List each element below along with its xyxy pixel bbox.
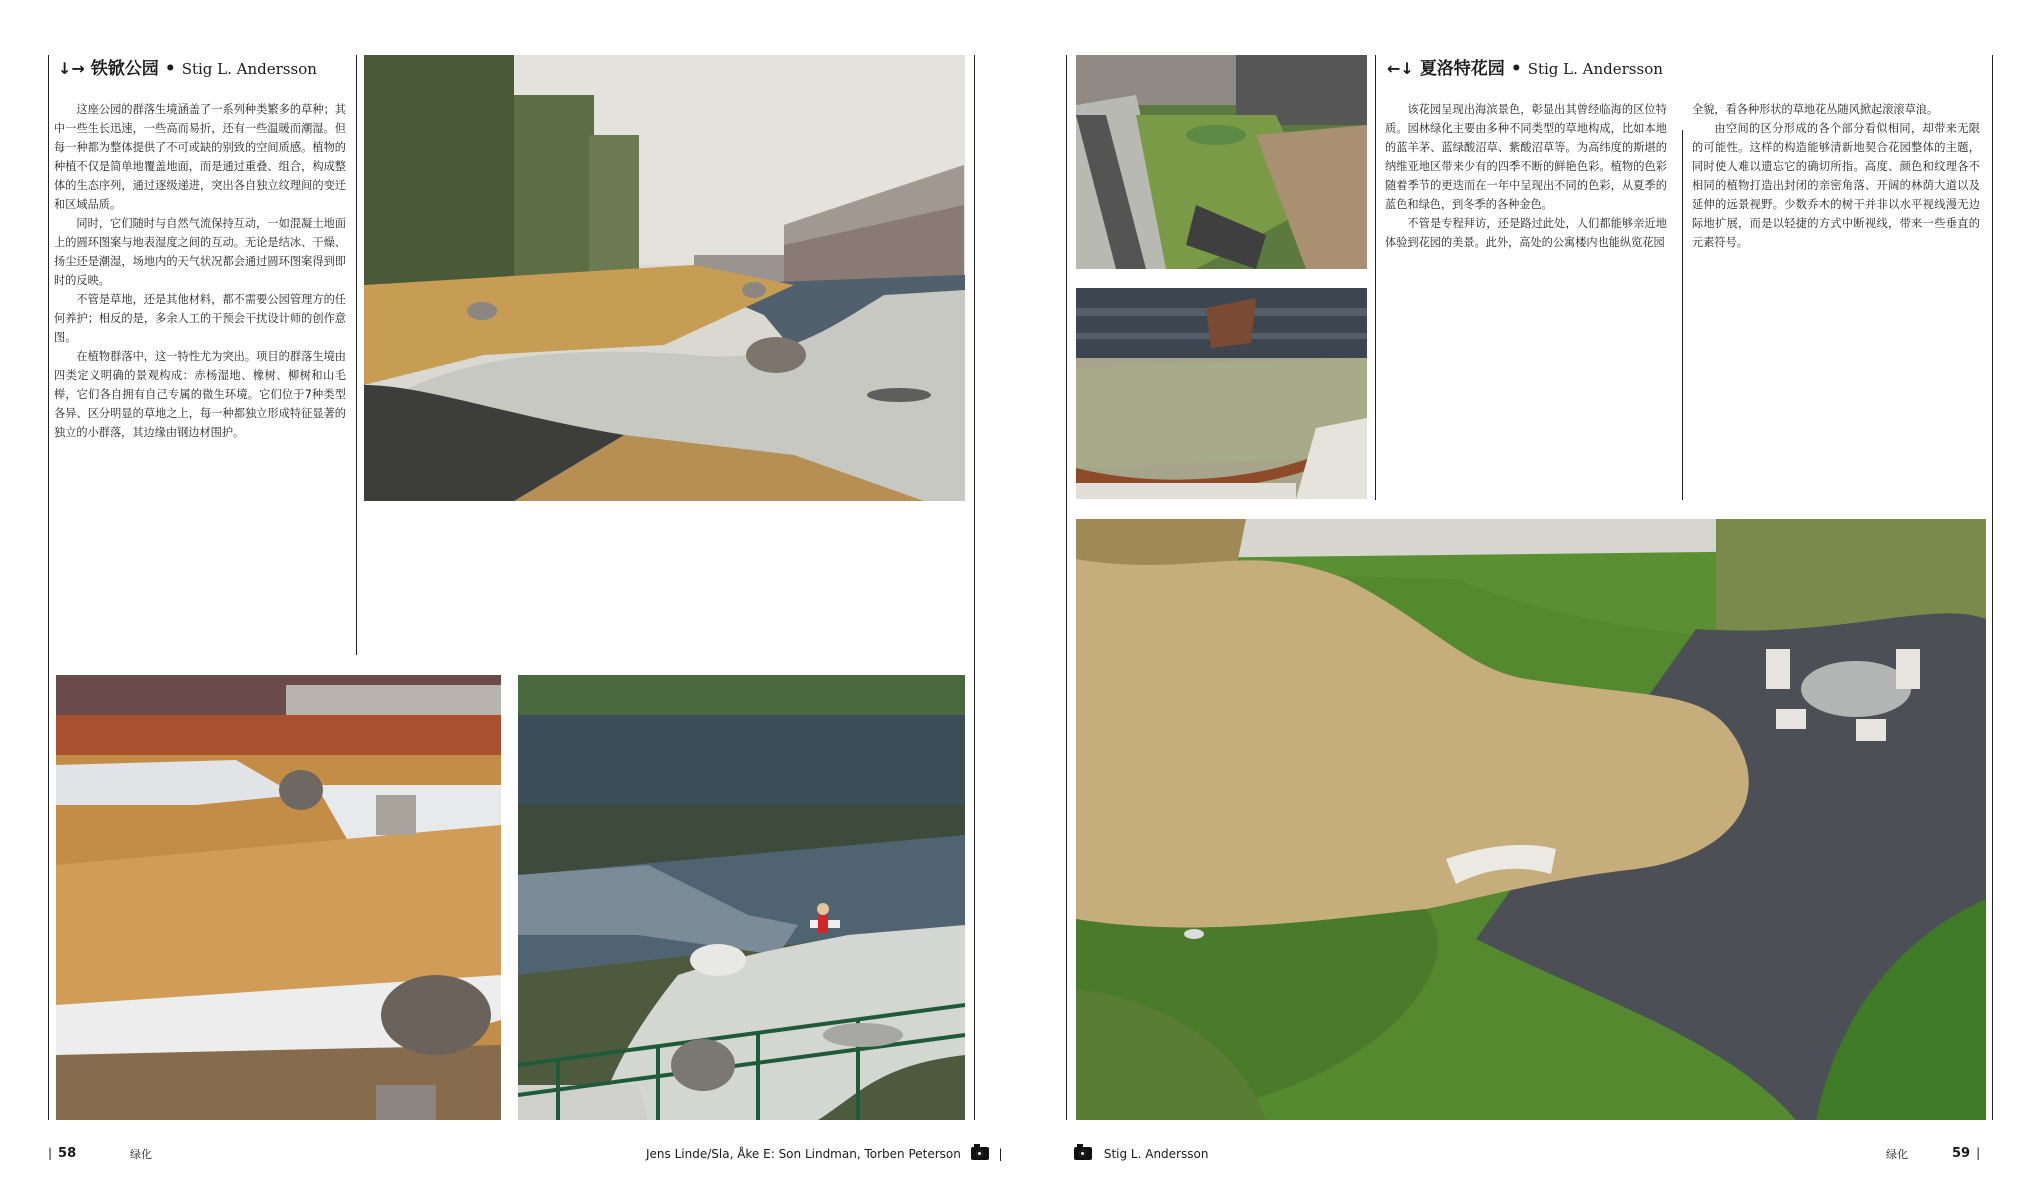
right-text-rule-1: [1375, 55, 1376, 500]
right-page-number: 59: [1952, 1146, 1971, 1161]
left-outer-rule: [48, 55, 49, 1120]
left-author: Stig L. Andersson: [181, 60, 317, 78]
right-section-label: 绿化: [1886, 1148, 1908, 1161]
camera-icon: [1074, 1147, 1092, 1160]
right-paragraph: 全貌，看各种形状的草地花丛随风掀起滚滚草浪。: [1692, 103, 1939, 116]
direction-arrows-icon: ↓→: [58, 59, 85, 78]
child-on-path-photo: [518, 675, 965, 1120]
left-section-label: 绿化: [130, 1148, 152, 1161]
right-paragraph: 由空间的区分形成的各个部分看似相同，却带来无限的可能性。这样的构造能够清新地契合花园整体的主题，同时使人难以遗忘它的确切所指。高度、颜色和纹理各不相同的植物打造出封闭的亲密角落、开阔的林荫大道以及延伸的远景视野。少数乔木的树干并非以水平视线漫无边际地扩展，而是以轻捷的方式中断视线，带来一些垂直的元素符号。: [1692, 122, 1980, 249]
right-credits-text: Stig L. Andersson: [1103, 1147, 1209, 1161]
left-title: 铁锨公园: [90, 59, 159, 79]
left-heading: ↓→ 铁锨公园 • Stig L. Andersson: [58, 59, 317, 79]
right-inner-rule: [1066, 55, 1067, 1120]
left-credits-text: Jens Linde/Sla, Åke E: Son Lindman, Torben Peterson: [646, 1147, 961, 1161]
right-footer: 59 |: [1952, 1146, 1981, 1161]
right-paragraph: 该花园呈现出海滨景色，彰显出其曾经临海的区位特质。园林绿化主要由多种不同类型的草地构成，比如本地的蓝羊茅、蓝绿酸沼草、紫酸沼草等。为高纬度的斯堪的纳维亚地区带来少有的四季不断的鲜艳色彩。植物的色彩随着季节的更迭而在一年中呈现出不同的色彩，从夏季的蓝色和绿色，到冬季的各种金色。: [1385, 103, 1667, 211]
left-paragraph: 这座公园的群落生境涵盖了一系列种类繁多的草种；其中一些生长迅速，一些高而易折，还有一些温暖而潮湿。但每一种都为整体提供了不可或缺的别致的空间质感。植物的种植不仅是简单地覆盖地面，而是通过重叠、组合，构成整体的生态序列，通过逐级递进，突出各自独立纹理间的变迁和区域品质。: [54, 103, 346, 211]
left-paragraph: 在植物群落中，这一特性尤为突出。项目的群落生境由四类定义明确的景观构成：赤杨湿地、橡树、柳树和山毛榉，它们各自拥有自己专属的微生环境。它们位于7种类型各异、区分明显的草地之上，每一种都独立形成特征显著的独立的小群落，其边缘由钢边材围护。: [54, 350, 346, 439]
left-text-rule: [356, 55, 357, 655]
right-outer-rule: [1992, 55, 1993, 1120]
right-paragraph: 不管是专程拜访，还是路过此处，人们都能够亲近地体验到花园的美景。此外，高处的公寓楼内也能纵览花园: [1385, 217, 1667, 249]
winter-grass-photo: [56, 675, 501, 1120]
right-author: Stig L. Andersson: [1527, 60, 1663, 78]
direction-arrows-icon: ←↓: [1387, 59, 1414, 78]
right-text-rule-2: [1682, 130, 1683, 500]
right-body-column-2: [1692, 100, 1980, 252]
camera-icon: [971, 1147, 989, 1160]
left-page-number: 58: [58, 1146, 77, 1161]
left-paragraph: 同时，它们随时与自然气流保持互动，一如混凝土地面上的圆环图案与地表湿度之间的互动。无论是结冰、干燥、扬尘还是潮湿，场地内的天气状况都会通过圆环图案得到即时的反映。: [54, 217, 346, 287]
left-credits: Jens Linde/Sla, Åke E: Son Lindman, Torben Peterson |: [646, 1147, 1003, 1161]
garden-aerial-photo: [1076, 519, 1986, 1120]
right-credits: [1066, 1146, 1208, 1162]
right-body-column-1: [1385, 100, 1667, 252]
corten-edge-grass-photo: [1076, 288, 1367, 499]
right-heading: ←↓ 夏洛特花园 • Stig L. Andersson: [1387, 59, 1663, 79]
left-body-text: [54, 100, 346, 442]
left-footer: | 58: [48, 1146, 77, 1161]
canal-park-photo: [364, 55, 965, 501]
rooftop-garden-photo: [1076, 55, 1367, 269]
left-inner-rule: [974, 55, 975, 1120]
left-paragraph: 不管是草地，还是其他材料，都不需要公园管理方的任何养护；相反的是，多余人工的干预会干扰设计师的创作意图。: [54, 293, 346, 344]
right-title: 夏洛特花园: [1419, 59, 1505, 79]
